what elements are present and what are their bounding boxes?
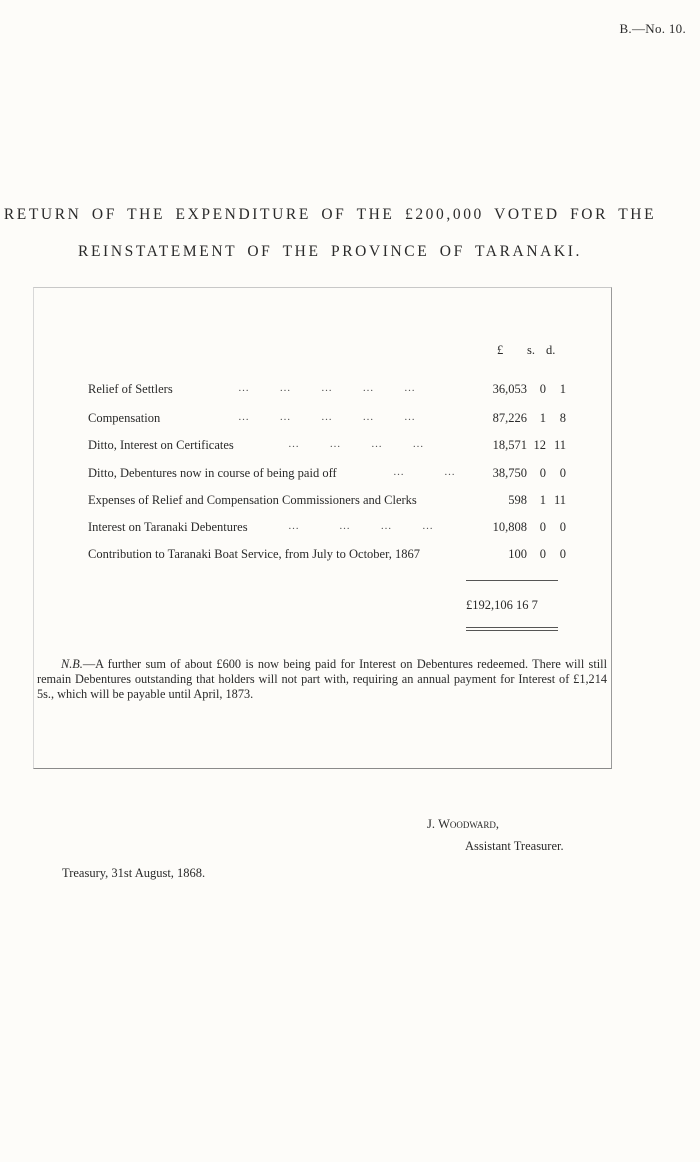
table-row xyxy=(88,411,568,431)
column-header-pounds: £ xyxy=(497,343,504,357)
amount-shillings: 0 xyxy=(539,547,546,561)
table-row xyxy=(88,520,568,540)
row-label: Relief of Settlers xyxy=(88,382,173,396)
total-rule-top xyxy=(466,580,558,581)
dot-leader: … … … … xyxy=(288,438,426,450)
amount-shillings: 0 xyxy=(539,466,546,480)
row-label: Compensation xyxy=(88,411,161,425)
amount-pence: 0 xyxy=(559,466,566,480)
total-rule-bottom xyxy=(466,627,558,628)
row-label: Expenses of Relief and Compensation Commissioners and Clerks xyxy=(88,493,417,507)
amount-pounds: 18,571 xyxy=(492,438,527,452)
amount-pence: 1 xyxy=(559,382,566,396)
document-reference: B.—No. 10. xyxy=(619,21,686,36)
column-header-pence: d. xyxy=(546,343,556,357)
amount-shillings: 1 xyxy=(539,493,546,507)
amount-pence: 0 xyxy=(559,520,566,534)
amount-pounds: 38,750 xyxy=(492,466,527,480)
note-paragraph xyxy=(37,657,607,702)
note-text: —A further sum of about £600 is now being paid for Interest on Debentures redeemed. There will still remain Debentures outstanding that holders will not part with, requiring an annual payment for Interest of £1,214 5s., which will be payable until April, 1873. xyxy=(37,657,607,701)
amount-pence: 8 xyxy=(559,411,566,425)
table-row xyxy=(88,382,568,402)
total-amount: £192,106 16 7 xyxy=(466,598,538,612)
signatory-title: Assistant Treasurer. xyxy=(465,839,564,853)
place-date: Treasury, 31st August, 1868. xyxy=(62,866,206,880)
amount-pence: 11 xyxy=(553,493,566,507)
row-label: Interest on Taranaki Debentures xyxy=(88,520,248,534)
column-header-shillings: s. xyxy=(527,343,535,357)
row-label: Ditto, Interest on Certificates xyxy=(88,438,234,452)
amount-shillings: 0 xyxy=(539,382,546,396)
amount-pounds: 36,053 xyxy=(492,382,527,396)
title-line-1: RETURN OF THE EXPENDITURE OF THE £200,000 VOTED FOR THE xyxy=(3,206,657,223)
dot-leader: … … … … xyxy=(288,520,435,532)
total-rule-bottom-double xyxy=(466,630,558,631)
table-row xyxy=(88,466,568,486)
amount-pence: 0 xyxy=(559,547,566,561)
dot-leader: … … … … … xyxy=(238,382,417,394)
signatory-name xyxy=(427,817,499,832)
amount-shillings: 0 xyxy=(539,520,546,534)
amount-pounds: 87,226 xyxy=(492,411,527,425)
table-row xyxy=(88,438,568,458)
dot-leader: … … xyxy=(393,466,457,478)
amount-shillings: 12 xyxy=(533,438,546,452)
amount-pounds: 100 xyxy=(508,547,527,561)
amount-shillings: 1 xyxy=(539,411,546,425)
signatory-surname: Woodward, xyxy=(438,817,500,831)
amount-pence: 11 xyxy=(553,438,566,452)
row-label: Ditto, Debentures now in course of being paid off xyxy=(88,466,337,480)
amount-pounds: 10,808 xyxy=(492,520,527,534)
table-row xyxy=(88,547,568,567)
signatory-initial: J. xyxy=(427,817,439,831)
note-indent xyxy=(37,657,61,671)
table-row xyxy=(88,493,568,513)
note-prefix: N.B. xyxy=(61,657,83,671)
row-label: Contribution to Taranaki Boat Service, from July to October, 1867 xyxy=(88,547,421,561)
title-line-2: REINSTATEMENT OF THE PROVINCE OF TARANAKI. xyxy=(78,243,582,260)
dot-leader: … … … … … xyxy=(238,411,417,423)
amount-pounds: 598 xyxy=(508,493,527,507)
